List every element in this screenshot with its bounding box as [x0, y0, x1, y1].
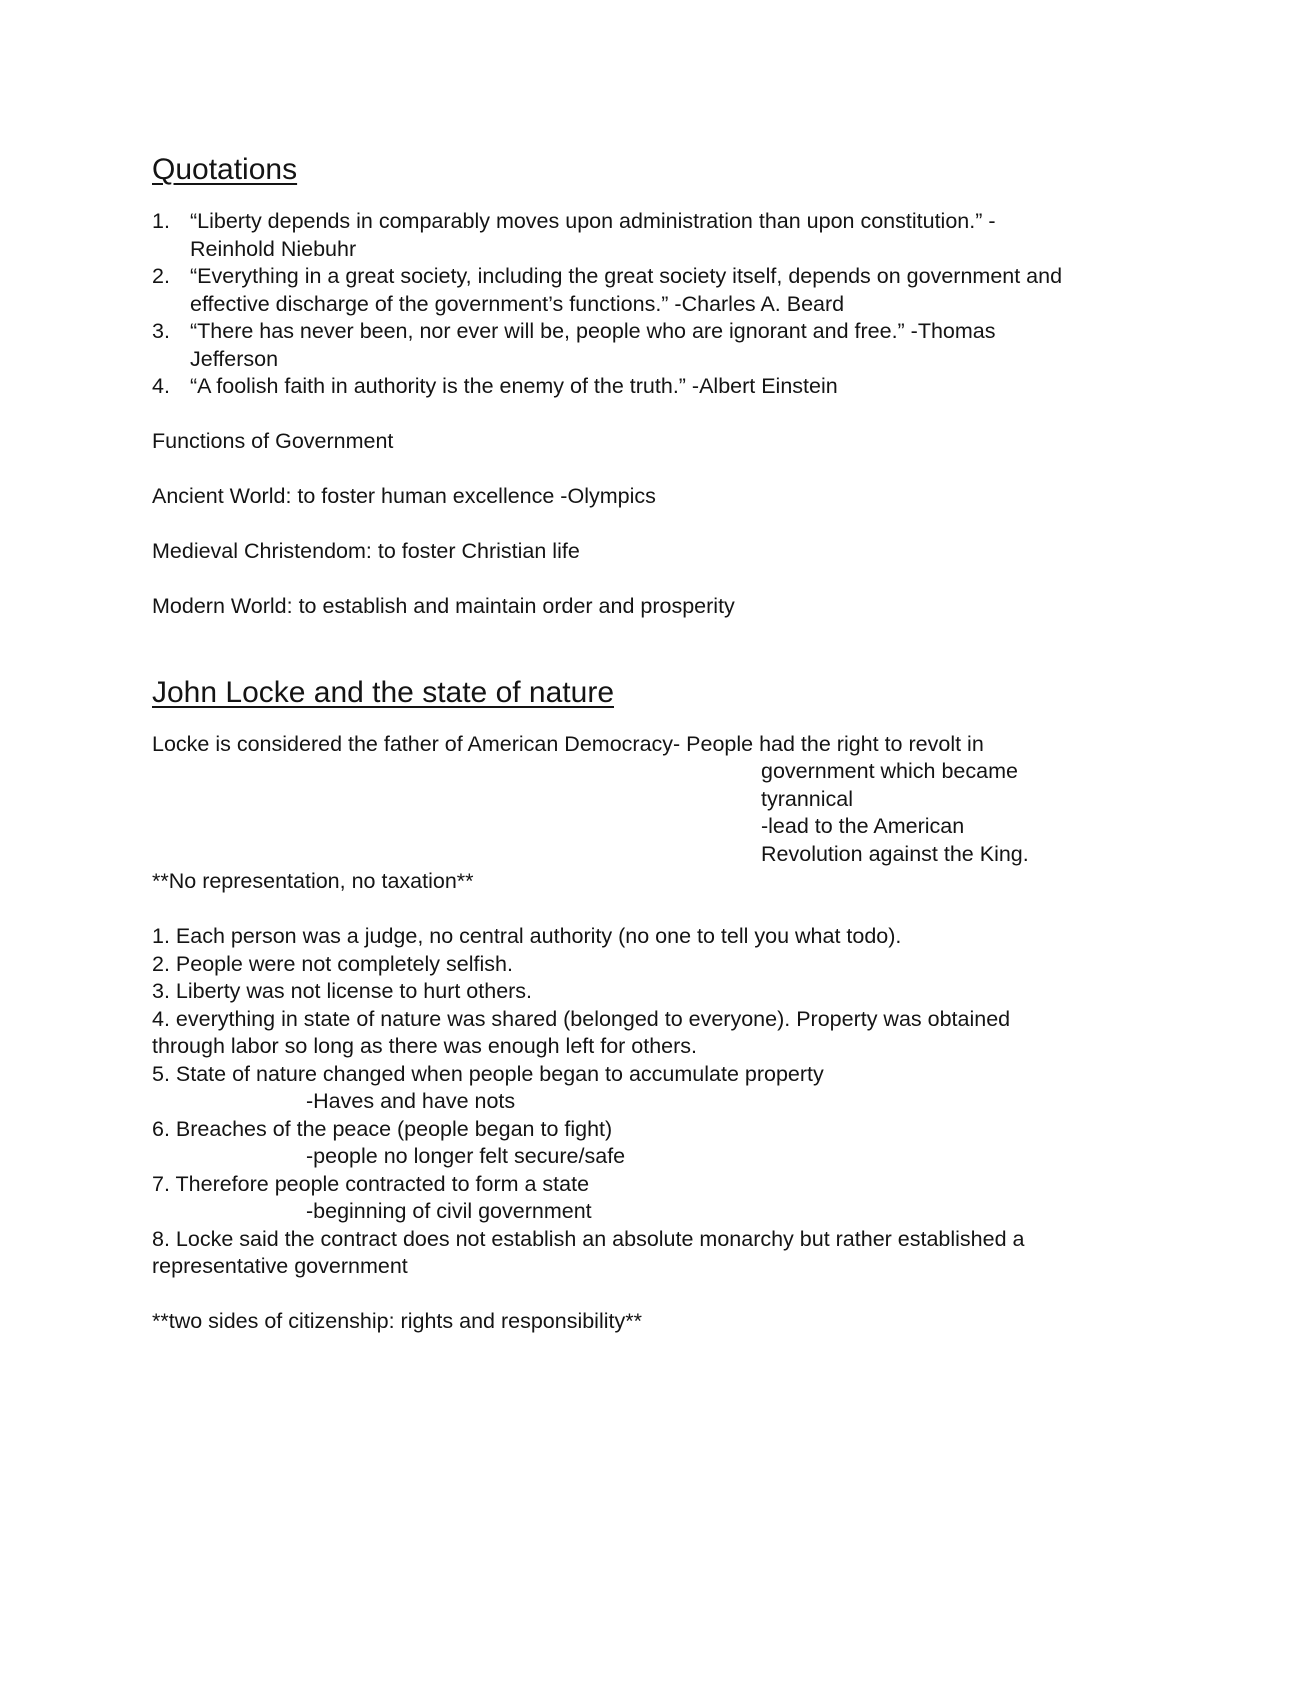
quotation-text-line2: Reinhold Niebuhr	[190, 236, 357, 261]
locke-point-5: 5. State of nature changed when people began to accumulate property	[152, 1061, 824, 1086]
functions-medieval: Medieval Christendom: to foster Christian life	[152, 539, 580, 563]
document-page	[152, 150, 1162, 1336]
quotation-number: 1.	[152, 209, 170, 233]
locke-point-7-sub: -beginning of civil government	[306, 1199, 592, 1223]
locke-heading: John Locke and the state of nature	[152, 675, 614, 709]
locke-point-4-cont: through labor so long as there was enough left for others.	[152, 1034, 698, 1058]
locke-intro-detail	[761, 758, 1081, 868]
functions-title: Functions of Government	[152, 429, 394, 453]
quotation-item	[152, 373, 1162, 401]
locke-note-taxation: **No representation, no taxation**	[152, 869, 474, 893]
locke-point-3: 3. Liberty was not license to hurt others.	[152, 979, 533, 1003]
locke-point-7: 7. Therefore people contracted to form a state	[152, 1171, 590, 1196]
locke-detail-line: Revolution against the King.	[761, 841, 1029, 866]
quotations-list	[152, 208, 1162, 401]
locke-detail-line: tyrannical	[761, 786, 854, 811]
locke-point-8-cont: representative government	[152, 1254, 408, 1278]
locke-point-6-sub: -people no longer felt secure/safe	[306, 1144, 626, 1168]
locke-point-1: 1. Each person was a judge, no central authority (no one to tell you what todo).	[152, 924, 902, 948]
quotation-text-line1: “Liberty depends in comparably moves upon administration than upon constitution.” -	[190, 209, 996, 233]
locke-point-5-sub: -Haves and have nots	[306, 1089, 516, 1113]
quotation-text-line2: effective discharge of the government’s functions.” -Charles A. Beard	[190, 291, 845, 316]
locke-point-4: 4. everything in state of nature was shared (belonged to everyone). Property was obtained	[152, 1006, 1011, 1031]
locke-note-citizenship: **two sides of citizenship: rights and responsibility**	[152, 1309, 642, 1333]
quotation-item	[152, 318, 1162, 373]
locke-detail-line: -lead to the American	[761, 814, 965, 838]
quotation-text-line1: “There has never been, nor ever will be, people who are ignorant and free.” -Thomas	[190, 319, 996, 343]
locke-point-6: 6. Breaches of the peace (people began to fight)	[152, 1116, 613, 1141]
quotation-number: 2.	[152, 264, 170, 288]
locke-point-8: 8. Locke said the contract does not establish an absolute monarchy but rather established a	[152, 1226, 1025, 1251]
locke-detail-line: government which became	[761, 759, 1018, 783]
quotation-number: 3.	[152, 319, 170, 343]
functions-modern: Modern World: to establish and maintain order and prosperity	[152, 594, 735, 618]
locke-intro: Locke is considered the father of American Democracy- People had the right to revolt in	[152, 731, 984, 756]
locke-section	[152, 731, 1162, 1336]
quotation-text-line1: “A foolish faith in authority is the enemy of the truth.” -Albert Einstein	[190, 374, 838, 398]
quotation-item	[152, 208, 1162, 263]
quotation-text-line2: Jefferson	[190, 346, 279, 371]
locke-point-2: 2. People were not completely selfish.	[152, 951, 513, 976]
quotations-heading: Quotations	[152, 153, 298, 186]
functions-ancient: Ancient World: to foster human excellence -Olympics	[152, 484, 656, 508]
quotation-text-line1: “Everything in a great society, including the great society itself, depends on government and	[190, 264, 1063, 288]
quotation-item	[152, 263, 1162, 318]
quotation-number: 4.	[152, 374, 170, 398]
